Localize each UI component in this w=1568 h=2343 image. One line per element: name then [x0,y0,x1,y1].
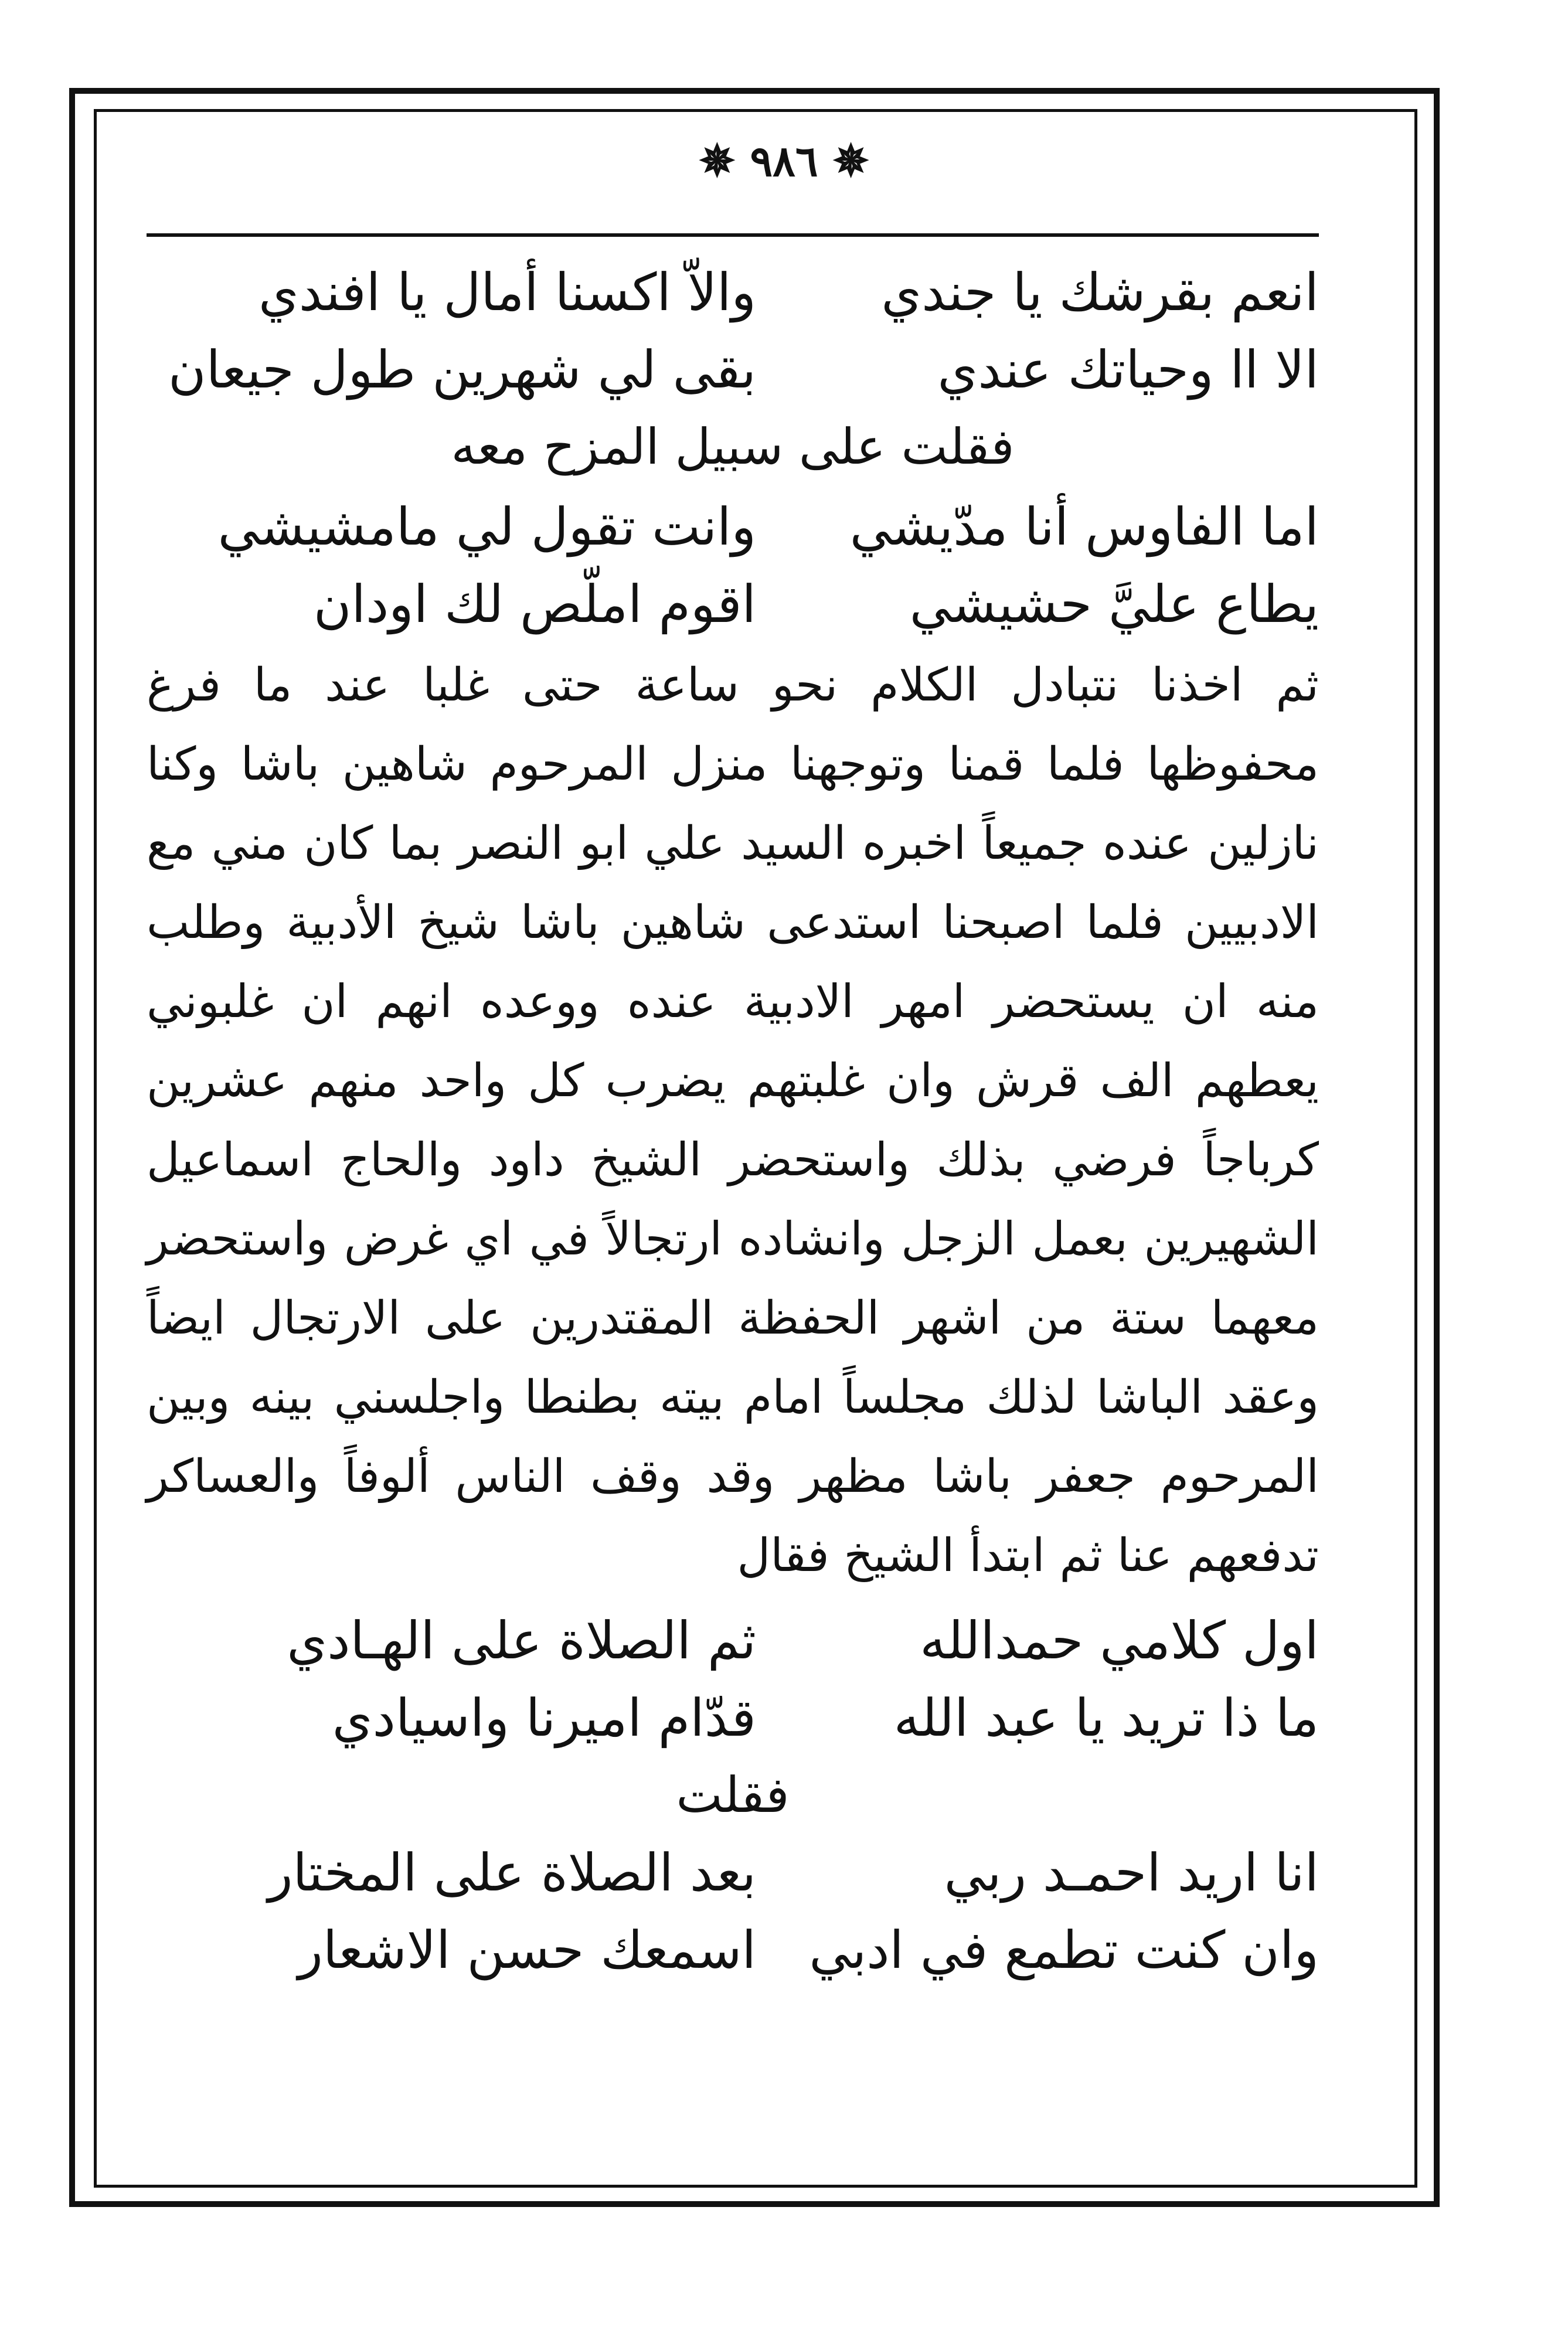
page-number: ٩٨٦ [750,136,818,186]
hemistich-first: اما الفاوس أنا مدّيشي [849,496,1319,557]
header-divider [147,233,1319,237]
hemistich-second: وانت تقول لي مامشيشي [217,496,756,557]
hemistich-second: ثم الصلاة على الهـادي [287,1610,756,1671]
hemistich-first: يطاع عليَّ حشيشي [909,573,1319,634]
verse-block-1 [147,253,1319,408]
verse-line [147,1601,1319,1679]
section-intro: فقلت على سبيل المزح معه [451,418,1015,475]
page-header [0,136,1568,186]
verse-line [147,1679,1319,1756]
verse-line [147,488,1319,565]
verse-line [147,1834,1319,1911]
hemistich-second: قدّام اميرنا واسيادي [332,1687,756,1748]
hemistich-second: بعد الصلاة على المختار [267,1842,756,1903]
prose-paragraph: ثم اخذنا نتبادل الكلام نحو ساعة حتى غلبا عند ما فرغ محفوظها فلما قمنا وتوجهنا منزل المرحوم شاهين باشا وكنا نازلين عنده جميعاً اخبره السيد علي ابو النصر بما كان مني مع الادبيين فلما اصبحنا استدعى شاهين باشا شيخ الأدبية وطلب منه ان يستحضر امهر الادبية عنده ووعده انهم ان غلبوني يعطهم الف قرش وان غلبتهم يضرب كل واحد منهم عشرين كرباجاً فرضي بذلك واستحضر الشيخ داود والحاج اسماعيل الشهيرين بعمل الزجل وانشاده ارتجالاً في اي غرض واستحضر معهما ستة من اشهر الحفظة المقتدرين على الارتجال ايضاً وعقد الباشا لذلك مجلساً امام بيته بطنطا واجلسني بينه وبين المرحوم جعفر باشا مظهر وقد وقف الناس ألوفاً والعساكر تدفعهم عنا ثم ابتدأ الشيخ فقال [147,659,1319,1582]
verse-block-3 [147,1601,1319,1756]
verse-line [147,565,1319,642]
verse-line [147,253,1319,331]
hemistich-first: اول كلامي حمدالله [920,1610,1319,1671]
section-intro: فقلت [676,1766,790,1824]
verse-block-4 [147,1834,1319,1988]
hemistich-second: والاّ اكسنا أمال يا افندي [258,261,756,322]
page-body [147,252,1319,1988]
verse-line [147,331,1319,408]
hemistich-first: الا اا وحياتك عندي [937,339,1319,400]
hemistich-second: اسمعك حسن الاشعار [298,1919,756,1980]
verse-block-2 [147,488,1319,642]
hemistich-first: وان كنت تطمع في ادبي [809,1919,1319,1980]
hemistich-first: ما ذا تريد يا عبد الله [893,1687,1319,1748]
hemistich-second: اقوم املّص لك اودان [313,573,756,634]
hemistich-first: انا اريد احمـد ربي [944,1842,1319,1903]
ornament-icon: ✵ [699,136,736,186]
verse-line [147,1911,1319,1988]
ornament-icon: ✵ [832,136,869,186]
hemistich-first: انعم بقرشك يا جندي [881,261,1319,322]
hemistich-second: بقى لي شهرين طول جيعان [168,339,756,400]
